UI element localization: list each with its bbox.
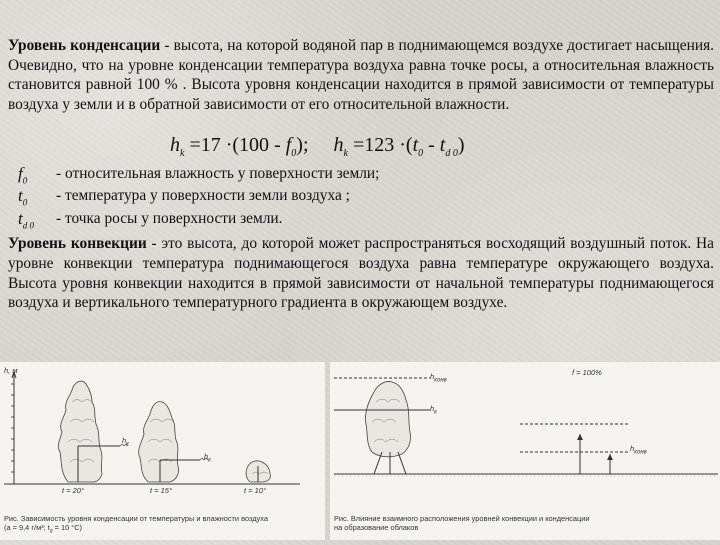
formula1-end: ); [296,134,309,156]
hk-label-2: $h_к$ [204,452,212,464]
figure-right-caption-line2: на образование облаков [334,523,419,532]
condensation-formulas [170,134,465,160]
figure-condensation-temperature [0,362,325,540]
formula2-body: =123 ·( [352,134,413,156]
formula2-td-sub: d 0 [445,148,458,159]
condensation-paragraph [8,36,714,114]
formula1-f-sub: 0 [291,148,297,159]
legend-desc-f0: - относительная влажность у поверхности земли; [56,165,380,182]
temp-label-20: t = 20° [62,486,84,495]
legend-symbol-f0: $f_0$ [18,164,28,186]
hk-label-right: $h_к$ [430,404,438,416]
figure-left-caption [4,514,322,536]
convection-term: Уровень конвекции [8,235,147,252]
y-axis-label: h, м [4,366,18,375]
formula1-body: =17 ·(100 - [189,134,281,156]
formula2-h: h [333,134,344,156]
convection-paragraph [8,234,714,313]
temp-label-15: t = 15° [150,486,172,495]
humidity-label: f = 100% [572,368,602,377]
formula2-end: ) [457,134,465,156]
figure-convection-condensation [330,362,720,540]
condensation-term: Уровень конденсации [8,37,161,54]
formula1-h: h [170,134,180,156]
legend-desc-t0: - температура у поверхности земли воздуха ; [56,187,350,204]
condensation-definition: - высота, на которой водяной пар в поднимающемся воздухе достигает насыщения. Очевидно, что на уровне конденсации температура воздуха равна точке росы, а относительная влажность становится равной 100 % . Высота уровня конденсации находится в прямой зависимости от температуры воздуха у земли и в обратной зависимости от его относительной влажности. [8,37,715,113]
legend-symbol-t0: $t_0$ [18,186,28,208]
formula2-t0-sub: 0 [418,148,424,159]
convection-definition: - это высота, до которой может распространяться восходящий воздушный поток. На уровне конвекции температура поднимающегося воздуха равна температуре окружающего воздуха. Высота уровня конвекции находится в прямой зависимости от начальной температуры поднимающегося воздуха и вертикального температурного градиента в окружающем воздухе. [8,235,714,312]
formula2-minus: - [428,134,435,156]
hk-label-1: $h_к$ [122,436,130,448]
figure-left-caption-line1: Рис. Зависимость уровня конденсации от температуры и влажности воздуха [4,514,268,523]
formula2-h-sub: k [343,148,348,159]
temp-label-10: t = 10° [244,486,266,495]
figure-right-caption-line1: Рис. Влияние взаимного расположения уровней конвекции и конденсации [334,514,590,523]
hkonv-label-2: $h_{конв}$ [630,444,647,456]
formula1-h-sub: k [180,148,185,159]
formula2-td: t [439,134,446,156]
formula2-t0: t [412,134,419,156]
figure-right-caption [334,514,716,532]
legend-desc-td0: - точка росы у поверхности земли. [56,210,283,227]
figure-left-caption-line2: (a = 9,4 г/м³; $t_d = 10$ °C) [4,523,83,535]
formula1-f: f [285,134,292,156]
hkonv-label-1: $h_{конв}$ [430,372,447,384]
legend-symbol-td0: $t_{d 0}$ [18,209,34,231]
